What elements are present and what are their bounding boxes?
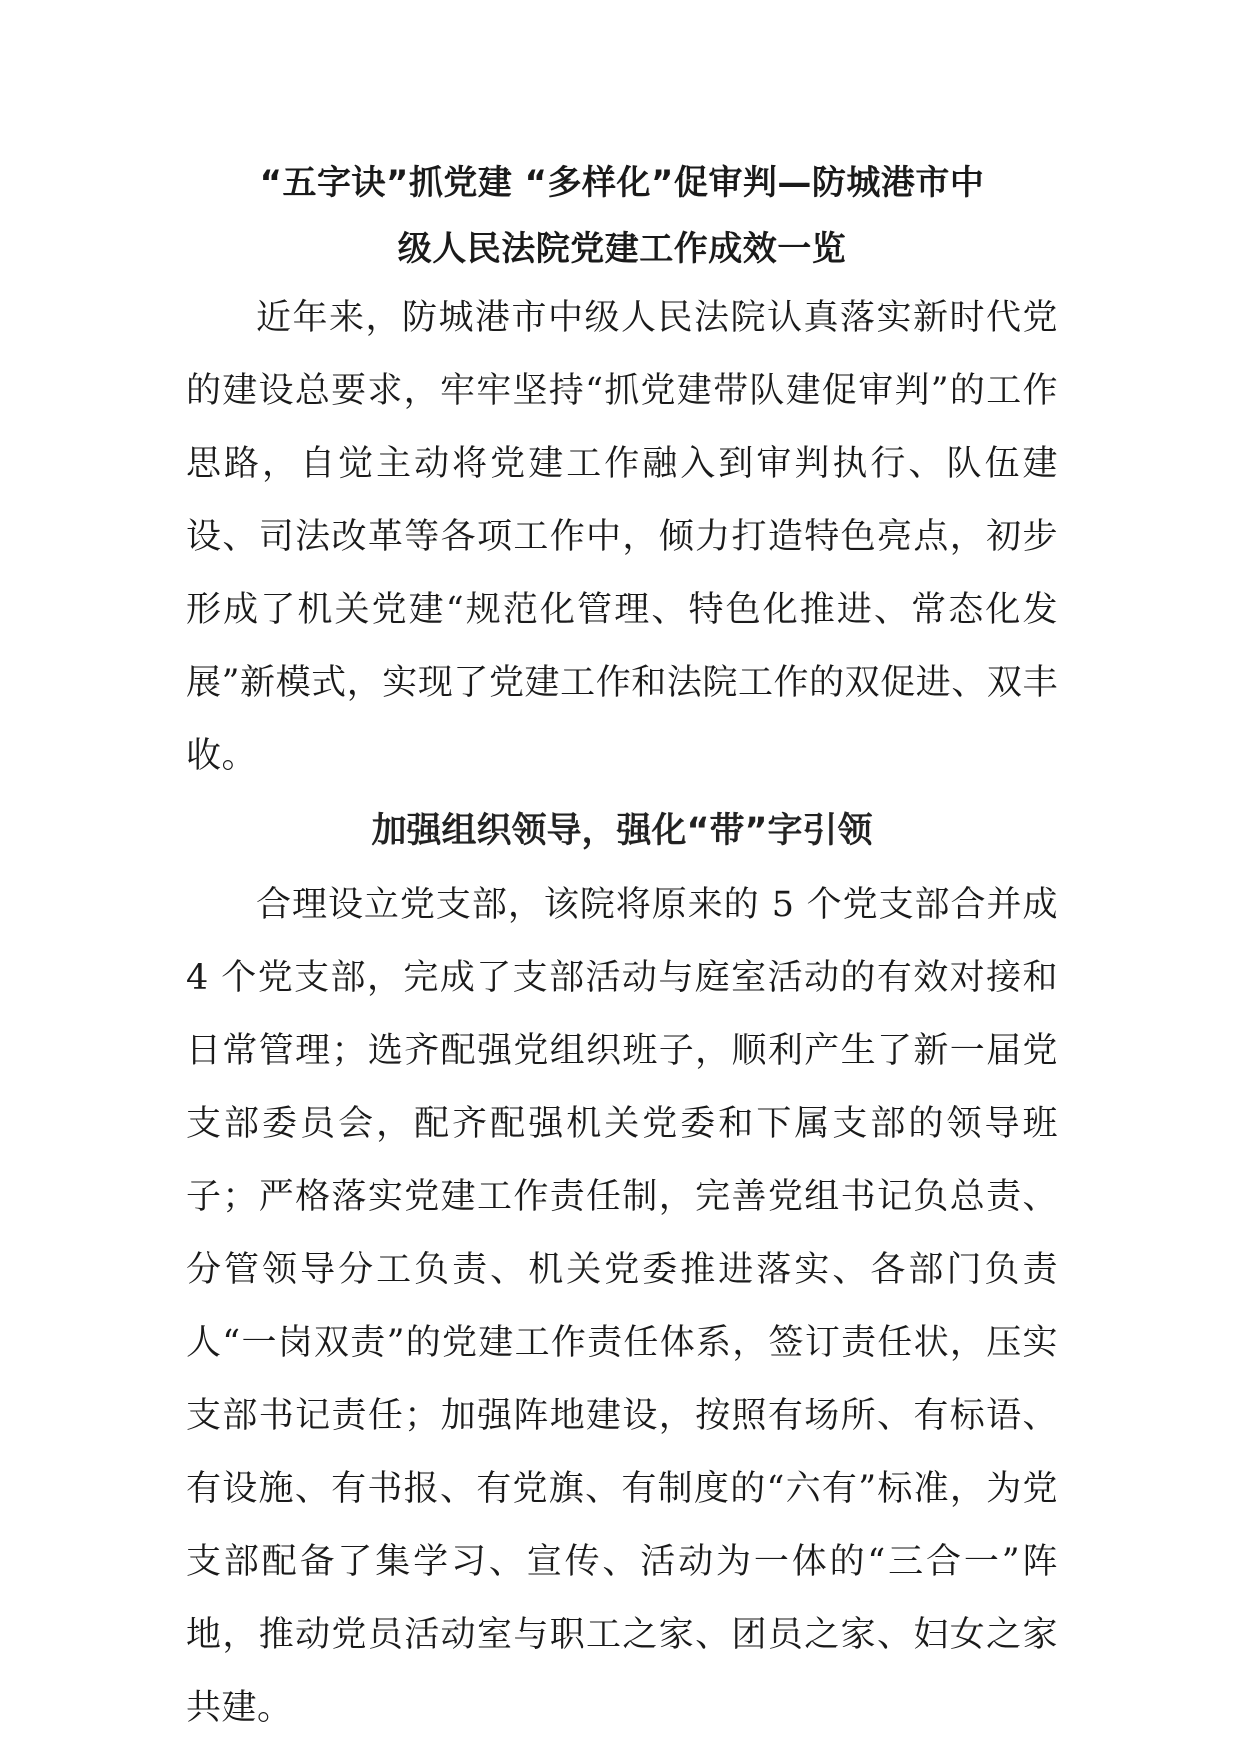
intro-paragraph: 近年来，防城港市中级人民法院认真落实新时代党的建设总要求，牢牢坚持“抓党建带队建促审判”的工作思路，自觉主动将党建工作融入到审判执行、队伍建设、司法改革等各项工作中，倾力打造特色亮点，初步形成了机关党建“规范化管理、特色化推进、常态化发展”新模式，实现了党建工作和法院工作的双促进、双丰收。 [186, 298, 1058, 776]
body-paragraph: 合理设立党支部，该院将原来的 5 个党支部合并成 4 个党支部，完成了支部活动与庭室活动的有效对接和日常管理；选齐配强党组织班子，顺利产生了新一届党支部委员会，配齐配强机关党委和下属支部的领导班子；严格落实党建工作责任制，完善党组书记负总责、分管领导分工负责、机关党委推进落实、各部门负责人“一岗双责”的党建工作责任体系，签订责任状，压实支部书记责任；加强阵地建设，按照有场所、有标语、有设施、有书报、有党旗、有制度的“六有”标准，为党支部配备了集学习、宣传、活动为一体的“三合一”阵地，推动党员活动室与职工之家、团员之家、妇女之家共建。 [186, 885, 1058, 1728]
title-line-2: 级人民法院党建工作成效一览 [397, 229, 847, 269]
title-line-1: “五字诀”抓党建 “多样化”促审判—防城港市中 [259, 163, 985, 203]
section-heading: 加强组织领导，强化“带”字引领 [371, 811, 873, 851]
document-title [186, 150, 1058, 282]
document-page [186, 150, 1058, 1745]
